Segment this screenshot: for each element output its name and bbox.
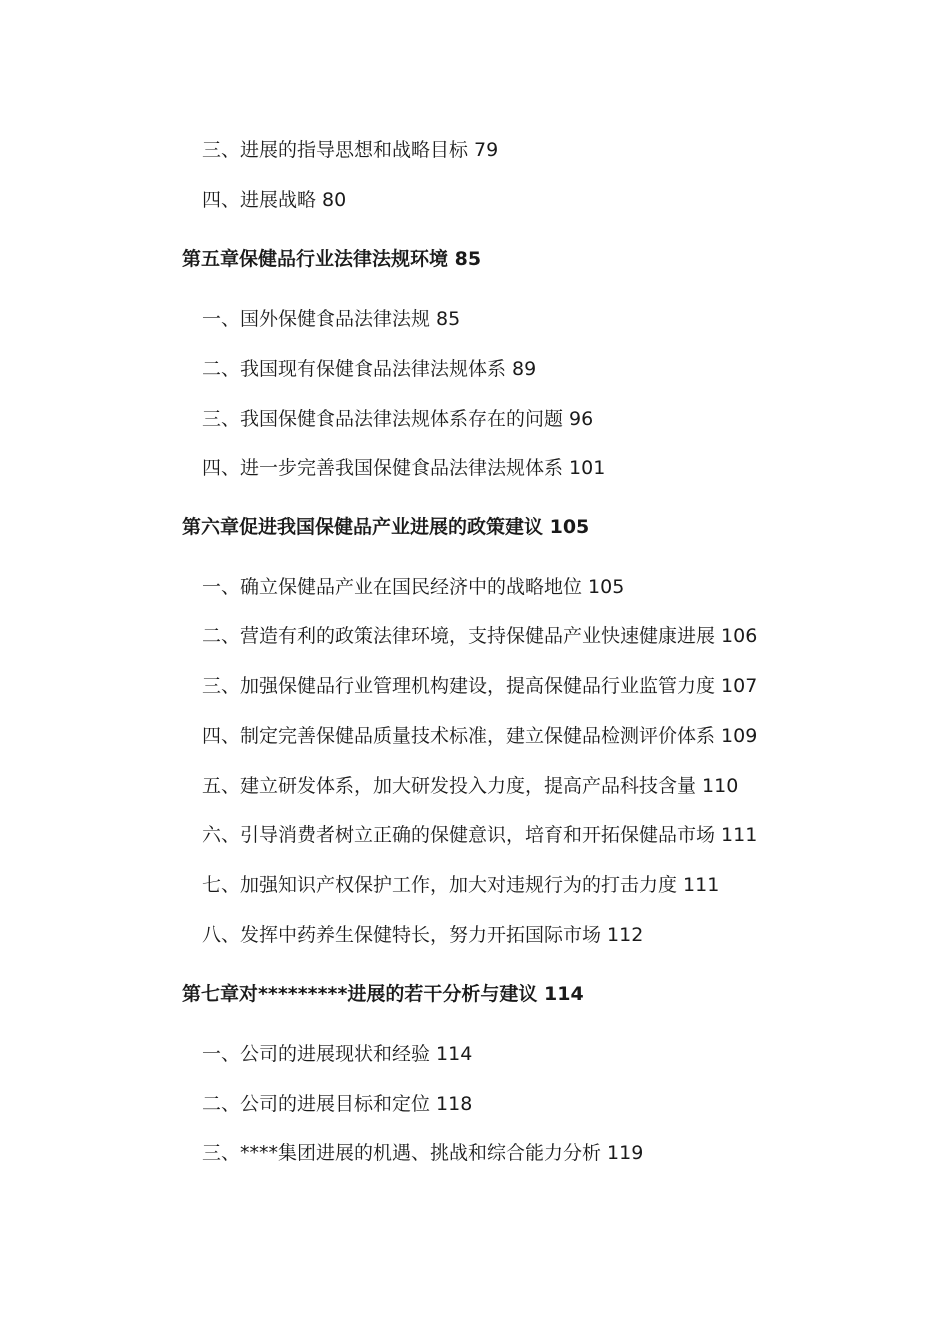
toc-chapter-heading: 第六章促进我国保健品产业进展的政策建议 105 bbox=[182, 516, 590, 538]
toc-entry: 四、进展战略 80 bbox=[202, 189, 347, 211]
toc-entry: 六、引导消费者树立正确的保健意识，培育和开拓保健品市场 111 bbox=[202, 824, 758, 846]
toc-entry: 一、国外保健食品法律法规 85 bbox=[202, 308, 461, 330]
toc-entry: 四、制定完善保健品质量技术标准，建立保健品检测评价体系 109 bbox=[202, 725, 758, 747]
toc-entry: 三、我国保健食品法律法规体系存在的问题 96 bbox=[202, 408, 594, 430]
toc-chapter-heading: 第五章保健品行业法律法规环境 85 bbox=[182, 248, 482, 270]
toc-entry: 四、进一步完善我国保健食品法律法规体系 101 bbox=[202, 457, 606, 479]
toc-entry: 二、营造有利的政策法律环境，支持保健品产业快速健康进展 106 bbox=[202, 625, 758, 647]
toc-entry: 七、加强知识产权保护工作，加大对违规行为的打击力度 111 bbox=[202, 874, 720, 896]
toc-chapter-heading: 第七章对*********进展的若干分析与建议 114 bbox=[182, 983, 584, 1005]
toc-entry: 八、发挥中药养生保健特长，努力开拓国际市场 112 bbox=[202, 924, 644, 946]
toc-entry: 五、建立研发体系，加大研发投入力度，提高产品科技含量 110 bbox=[202, 775, 739, 797]
toc-entry: 三、进展的指导思想和战略目标 79 bbox=[202, 139, 499, 161]
toc-entry: 三、****集团进展的机遇、挑战和综合能力分析 119 bbox=[202, 1142, 644, 1164]
toc-entry: 二、公司的进展目标和定位 118 bbox=[202, 1093, 473, 1115]
toc-entry: 二、我国现有保健食品法律法规体系 89 bbox=[202, 358, 537, 380]
toc-entry: 三、加强保健品行业管理机构建设，提高保健品行业监管力度 107 bbox=[202, 675, 758, 697]
toc-entry: 一、确立保健品产业在国民经济中的战略地位 105 bbox=[202, 576, 625, 598]
toc-entry: 一、公司的进展现状和经验 114 bbox=[202, 1043, 473, 1065]
